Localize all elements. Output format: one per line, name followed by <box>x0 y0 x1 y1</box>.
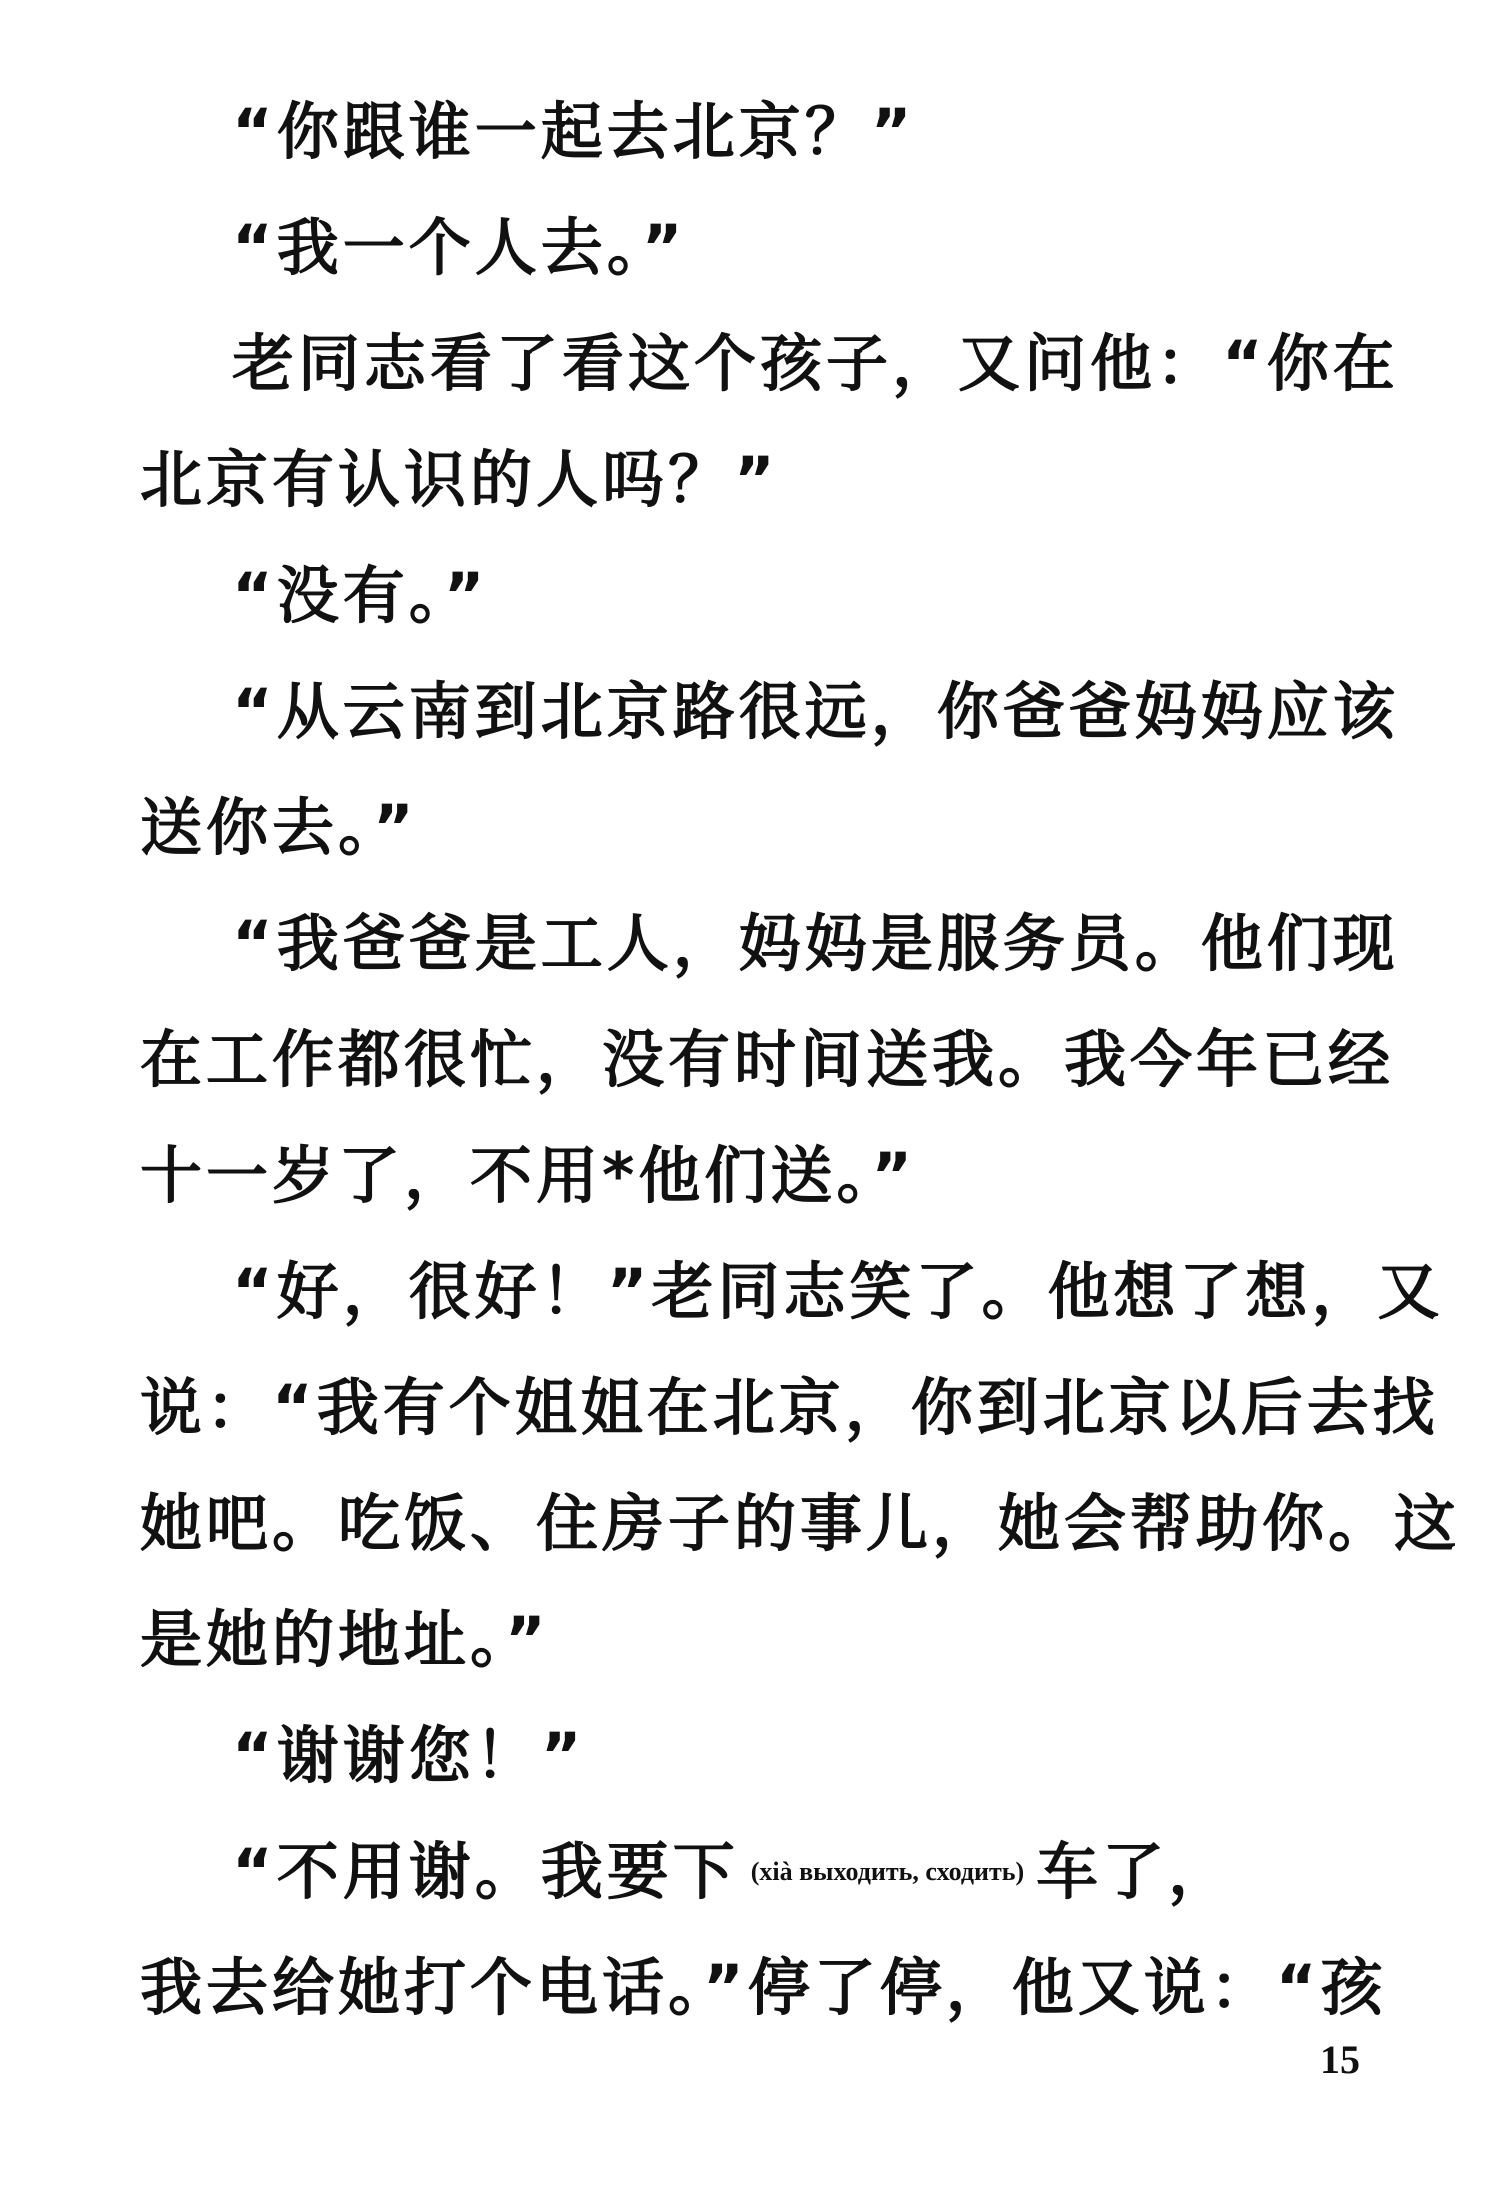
text-line: 十一岁了，不用*他们送。” <box>140 1139 917 1212</box>
text-line: “你跟谁一起去北京？” <box>232 95 916 168</box>
text-line: 北京有认识的人吗？” <box>140 443 779 516</box>
text-line: “我爸爸是工人，妈妈是服务员。他们现 <box>232 907 1399 980</box>
text-line: “谢谢您！” <box>232 1719 586 1792</box>
text-line: 送你去。” <box>140 791 418 864</box>
text-line: “没有。” <box>232 559 489 632</box>
text-line: “我一个人去。” <box>232 211 687 284</box>
text-line: 我去给她打个电话。”停了停，他又说：“孩 <box>140 1951 1387 2024</box>
text-line: 她吧。吃饭、住房子的事儿，她会帮助你。这 <box>140 1487 1461 1560</box>
text-line: 在工作都很忙，没有时间送我。我今年已经 <box>140 1023 1395 1096</box>
text-segment: “不用谢。我要下 <box>232 1835 739 1908</box>
pinyin-translation-gloss: (xià выходить, сходить) <box>750 1856 1025 1886</box>
text-line-with-gloss <box>232 1824 1372 1920</box>
text-line: “从云南到北京路很远，你爸爸妈妈应该 <box>232 675 1399 748</box>
text-line: 说：“我有个姐姐在北京，你到北京以后去找 <box>140 1371 1439 1444</box>
text-segment: 车了， <box>1036 1835 1235 1908</box>
text-line: 老同志看了看这个孩子，又问他：“你在 <box>232 327 1399 400</box>
text-line: “好，很好！”老同志笑了。他想了想，又 <box>232 1255 1444 1328</box>
page-number: 15 <box>1320 2037 1360 2082</box>
text-line: 是她的地址。” <box>140 1603 550 1676</box>
